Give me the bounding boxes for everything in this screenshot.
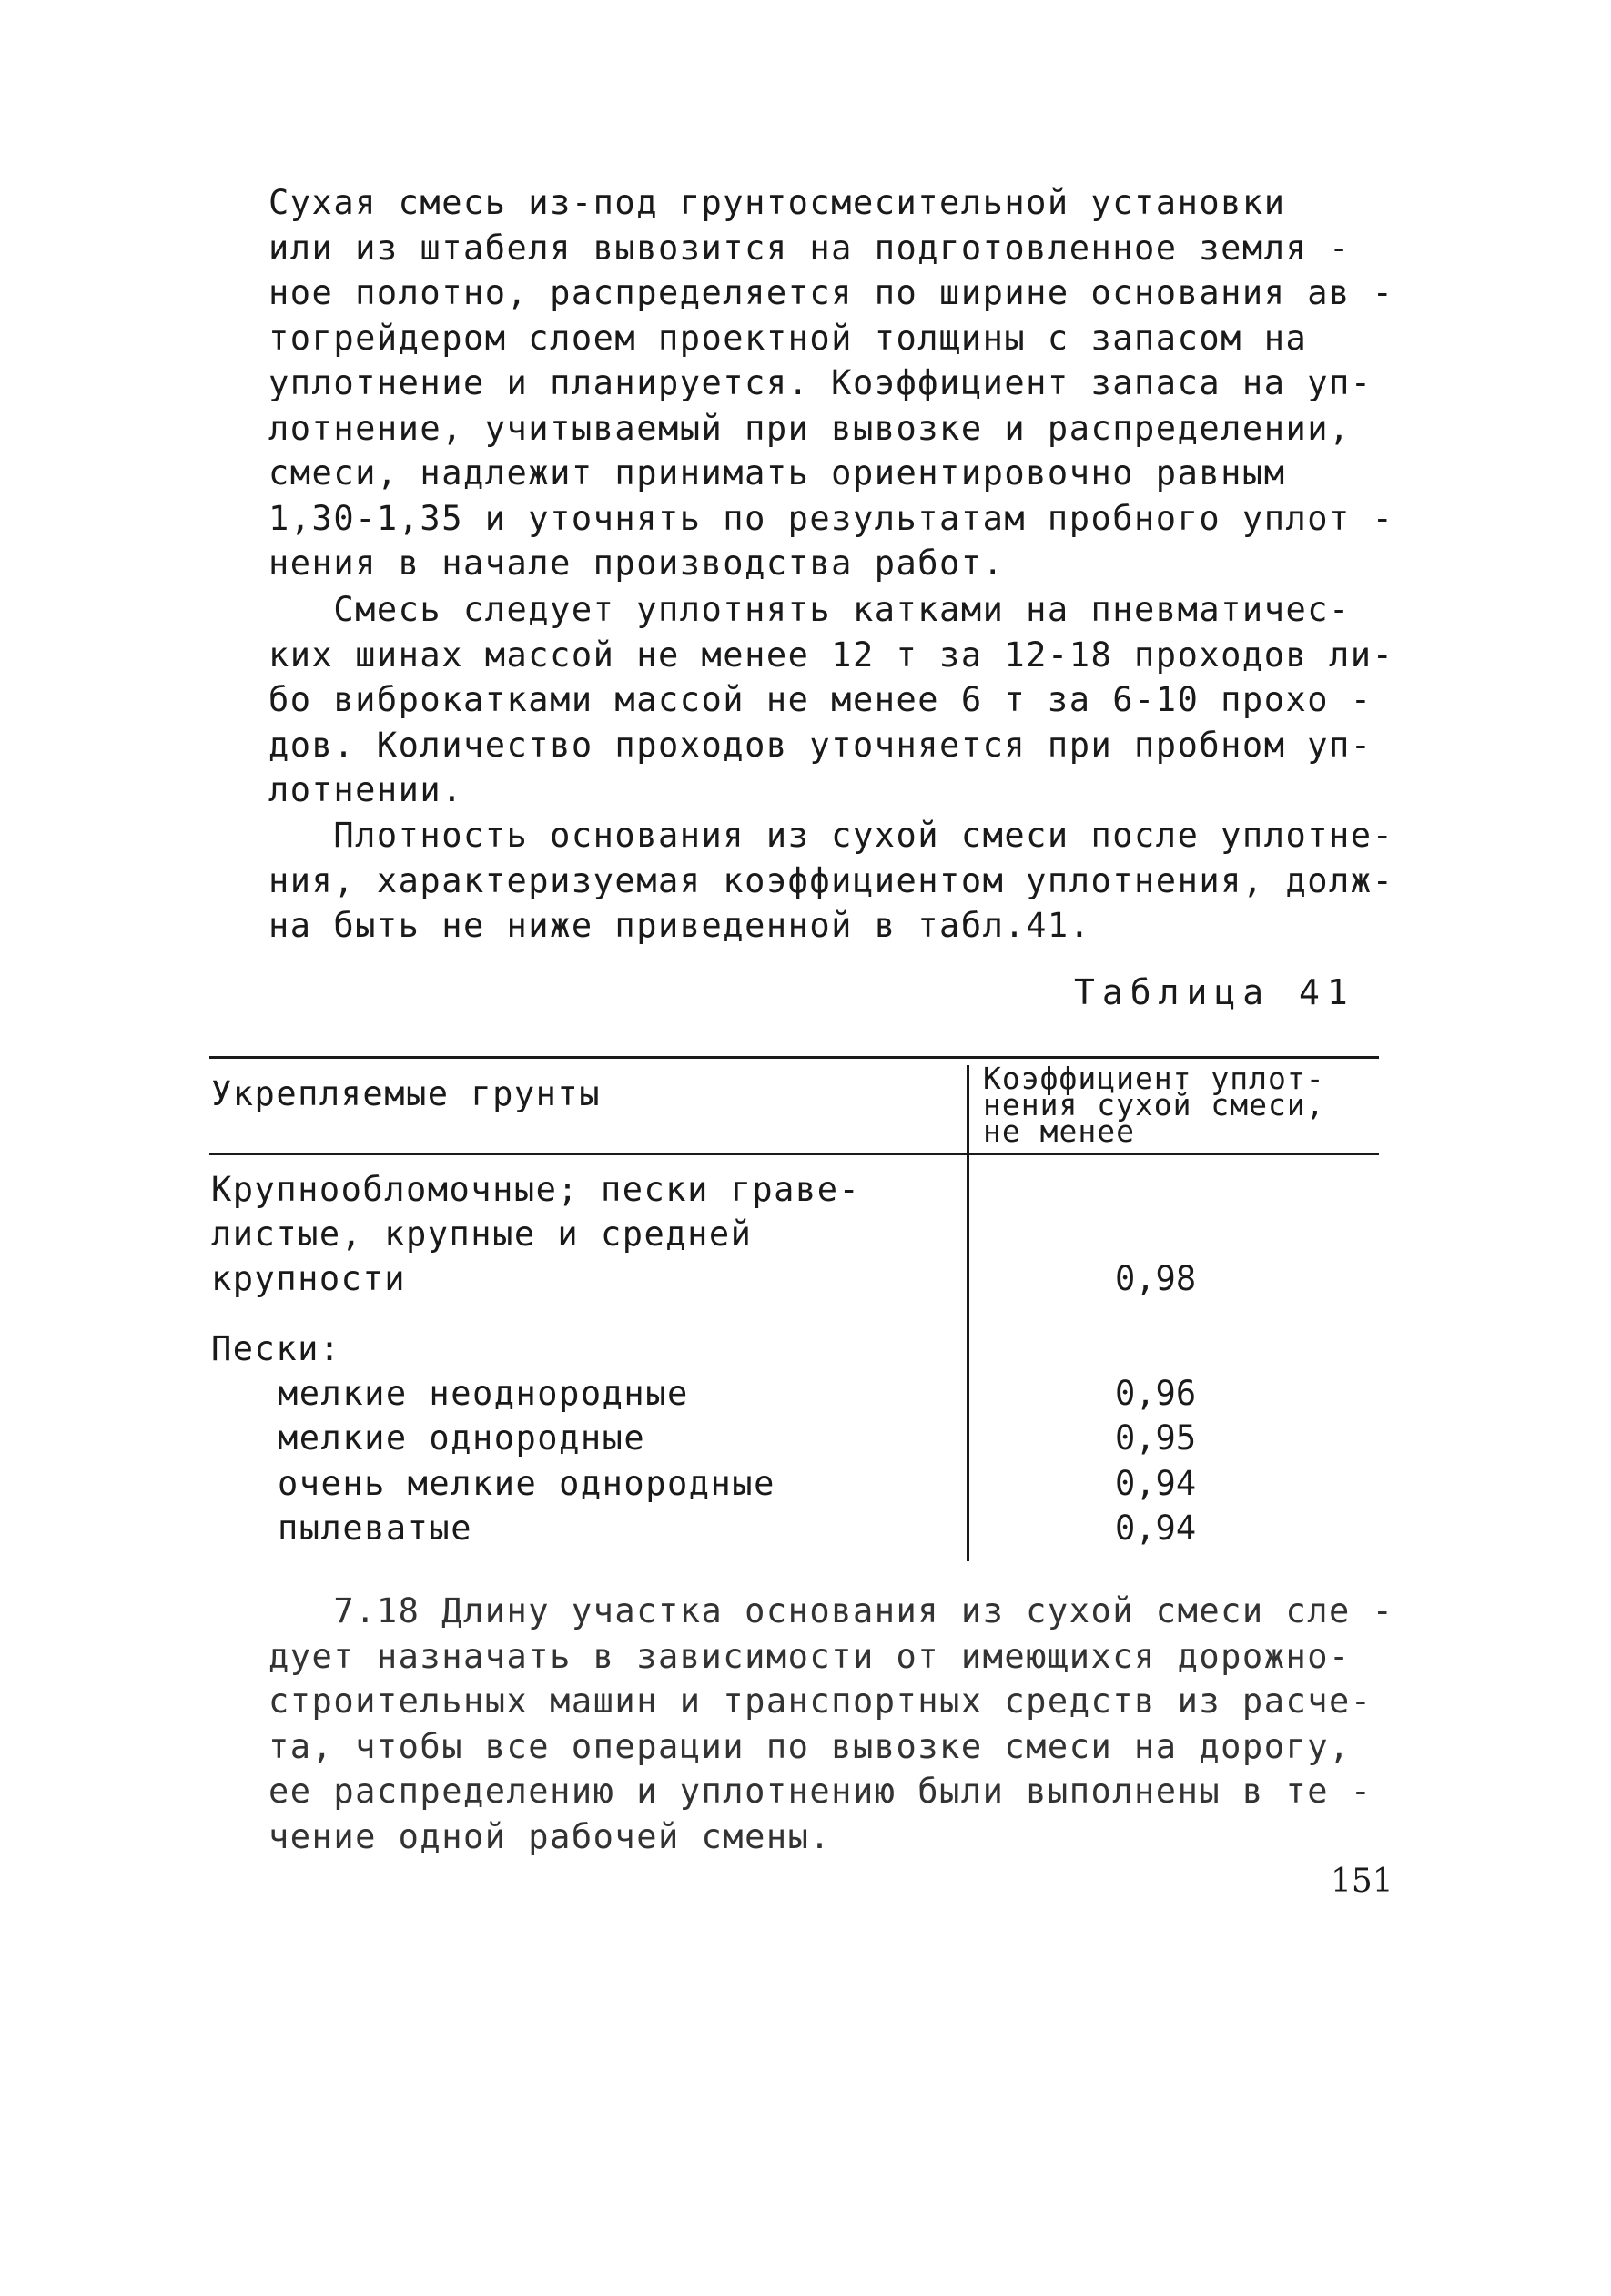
header-line: не менее <box>983 1113 1135 1149</box>
text-line: нения в начале производства работ. <box>268 544 1005 583</box>
table-row-label: пылеватые <box>278 1509 472 1548</box>
paragraph-section-7-18 <box>268 1589 1394 1859</box>
table-row-label: крупности <box>211 1259 406 1298</box>
paragraph-compaction <box>268 587 1394 813</box>
text-line: чение одной рабочей смены. <box>268 1816 832 1856</box>
table-row-value: 0,94 <box>1115 1509 1197 1548</box>
text-line: лотнении. <box>268 770 463 809</box>
table-caption: Таблица 41 <box>1074 972 1355 1012</box>
text-line: бо виброкатками массой не менее 6 т за 6-10 прохо - <box>268 680 1373 719</box>
text-line: та, чтобы все операции по вывозке смеси на дорогу, <box>268 1726 1351 1766</box>
table-row-value: 0,94 <box>1115 1464 1197 1503</box>
header-line: Коэффициент уплот- <box>983 1061 1325 1096</box>
table-row-value: 0,98 <box>1115 1259 1197 1298</box>
paragraph-density <box>268 813 1394 949</box>
text-line: ное полотно, распределяется по ширине основания ав - <box>268 273 1394 312</box>
table-row-label: Крупнообломочные; пески граве- <box>211 1170 861 1209</box>
text-line: на быть не ниже приведенной в табл.41. <box>268 906 1091 945</box>
text-line: Плотность основания из сухой смеси после уплотне- <box>268 816 1394 855</box>
text-line: или из штабеля вывозится на подготовленное земля - <box>268 228 1351 268</box>
table-row-label: листые, крупные и средней <box>211 1214 753 1254</box>
text-line: Сухая смесь из-под грунтосмесительной установки <box>268 183 1286 222</box>
table-header-coefficient <box>983 1061 1383 1149</box>
text-line: уплотнение и планируется. Коэффициент запаса на уп- <box>268 363 1373 402</box>
table-column-divider <box>967 1065 969 1561</box>
table-row-label: мелкие однородные <box>278 1418 646 1458</box>
text-line: строительных машин и транспортных средств из расче- <box>268 1681 1373 1721</box>
text-line: лотнение, учитываемый при вывозке и распределении, <box>268 408 1351 448</box>
text-line: дов. Количество проходов уточняется при пробном уп- <box>268 725 1373 765</box>
table-row-label: Пески: <box>211 1329 341 1368</box>
text-line: 7.18 Длину участка основания из сухой смеси сле - <box>268 1591 1394 1631</box>
table-header-soils: Укрепляемые грунты <box>211 1074 601 1113</box>
header-line: нения сухой смеси, <box>983 1087 1325 1123</box>
text-line: тогрейдером слоем проектной толщины с запасом на <box>268 318 1308 358</box>
paragraph-dry-mix-delivery <box>268 180 1394 586</box>
text-line: смеси, надлежит принимать ориентировочно равным <box>268 453 1286 493</box>
text-line: ния, характеризуемая коэффициентом уплотнения, долж- <box>268 860 1394 900</box>
table-row-label: очень мелкие однородные <box>278 1464 775 1503</box>
text-line: 1,30-1,35 и уточнять по результатам пробного уплот - <box>268 498 1394 538</box>
text-line: ких шинах массой не менее 12 т за 12-18 проходов ли- <box>268 635 1394 675</box>
table-row-label: мелкие неоднородные <box>278 1374 689 1413</box>
text-line: Смесь следует уплотнять катками на пневматичес- <box>268 590 1351 629</box>
compaction-table <box>209 1056 1379 1561</box>
table-header-rule <box>209 1153 1379 1155</box>
text-line: ее распределению и уплотнению были выполнены в те - <box>268 1772 1373 1811</box>
table-row-value: 0,96 <box>1115 1374 1197 1413</box>
table-row-value: 0,95 <box>1115 1418 1197 1458</box>
table-top-rule <box>209 1056 1379 1059</box>
page-number: 151 <box>1331 1863 1393 1900</box>
text-line: дует назначать в зависимости от имеющихся дорожно- <box>268 1636 1351 1676</box>
